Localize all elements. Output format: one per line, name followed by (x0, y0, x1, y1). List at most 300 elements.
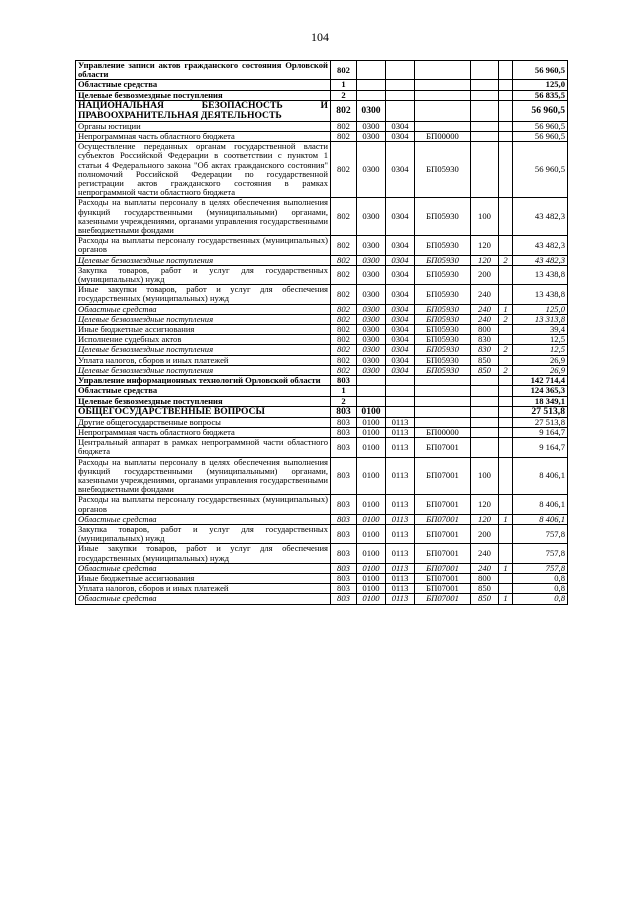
row-name-cell: Иные закупки товаров, работ и услуг для обеспечения государственных (муниципальных) нужд (76, 544, 331, 563)
row-vr-cell (471, 376, 499, 386)
row-vr-cell: 240 (471, 544, 499, 563)
row-src-cell: 2 (499, 345, 513, 355)
row-src-cell: 1 (499, 563, 513, 573)
row-rz-cell: 0300 (357, 265, 386, 284)
row-vr-cell: 240 (471, 314, 499, 324)
table-row (76, 355, 568, 365)
row-csr-cell: БП05930 (415, 345, 471, 355)
row-ved-cell: 803 (331, 544, 357, 563)
row-name-cell: Закупка товаров, работ и услуг для государственных (муниципальных) нужд (76, 265, 331, 284)
row-rz-cell (357, 376, 386, 386)
row-sum-cell: 9 164,7 (513, 438, 568, 457)
row-csr-cell (415, 417, 471, 427)
row-csr-cell (415, 90, 471, 100)
row-name-cell: Областные средства (76, 594, 331, 604)
row-rz-cell: 0100 (357, 406, 386, 417)
row-name-cell: Областные средства (76, 386, 331, 396)
row-rz-cell: 0300 (357, 345, 386, 355)
row-vr-cell: 100 (471, 198, 499, 236)
row-csr-cell: БП07001 (415, 573, 471, 583)
row-csr-cell: БП05930 (415, 365, 471, 375)
row-vr-cell (471, 100, 499, 121)
row-sum-cell: 43 482,3 (513, 198, 568, 236)
row-vr-cell (471, 132, 499, 142)
row-sum-cell: 125,0 (513, 80, 568, 90)
row-name-cell: Областные средства (76, 514, 331, 524)
table-row (76, 325, 568, 335)
table-row (76, 61, 568, 80)
row-vr-cell: 800 (471, 325, 499, 335)
row-csr-cell: БП00000 (415, 427, 471, 437)
row-ved-cell: 2 (331, 90, 357, 100)
row-ved-cell: 802 (331, 325, 357, 335)
row-vr-cell: 200 (471, 265, 499, 284)
row-sum-cell: 9 164,7 (513, 427, 568, 437)
row-vr-cell (471, 80, 499, 90)
row-name-cell: Другие общегосударственные вопросы (76, 417, 331, 427)
row-vr-cell: 240 (471, 304, 499, 314)
row-src-cell (499, 584, 513, 594)
row-csr-cell (415, 121, 471, 131)
row-rz-cell: 0300 (357, 198, 386, 236)
row-src-cell (499, 236, 513, 255)
row-vr-cell: 850 (471, 594, 499, 604)
row-src-cell: 1 (499, 594, 513, 604)
row-ved-cell: 803 (331, 438, 357, 457)
row-csr-cell (415, 376, 471, 386)
row-csr-cell: БП05930 (415, 198, 471, 236)
row-csr-cell: БП05930 (415, 314, 471, 324)
row-pr-cell: 0304 (386, 365, 415, 375)
row-src-cell (499, 495, 513, 514)
row-rz-cell: 0100 (357, 573, 386, 583)
row-csr-cell (415, 406, 471, 417)
row-ved-cell: 802 (331, 121, 357, 131)
row-csr-cell: БП07001 (415, 584, 471, 594)
row-vr-cell (471, 438, 499, 457)
table-row (76, 544, 568, 563)
row-rz-cell: 0100 (357, 417, 386, 427)
budget-table-body (76, 61, 568, 605)
row-ved-cell: 802 (331, 285, 357, 304)
row-src-cell (499, 90, 513, 100)
row-pr-cell: 0304 (386, 285, 415, 304)
row-name-cell: Целевые безвозмездные поступления (76, 255, 331, 265)
row-vr-cell: 830 (471, 345, 499, 355)
row-pr-cell (386, 396, 415, 406)
table-row (76, 514, 568, 524)
row-src-cell (499, 544, 513, 563)
table-row (76, 335, 568, 345)
row-vr-cell (471, 406, 499, 417)
table-row (76, 255, 568, 265)
row-rz-cell (357, 80, 386, 90)
table-row (76, 100, 568, 121)
row-vr-cell: 850 (471, 355, 499, 365)
row-sum-cell: 56 960,5 (513, 142, 568, 198)
row-ved-cell: 803 (331, 514, 357, 524)
row-sum-cell: 56 960,5 (513, 121, 568, 131)
row-name-cell: Непрограммная часть областного бюджета (76, 132, 331, 142)
row-ved-cell: 802 (331, 100, 357, 121)
table-row (76, 314, 568, 324)
row-src-cell: 1 (499, 304, 513, 314)
row-rz-cell: 0300 (357, 314, 386, 324)
row-sum-cell: 39,4 (513, 325, 568, 335)
row-pr-cell (386, 61, 415, 80)
row-vr-cell: 100 (471, 457, 499, 495)
row-csr-cell: БП07001 (415, 495, 471, 514)
row-pr-cell: 0304 (386, 304, 415, 314)
row-ved-cell: 1 (331, 80, 357, 90)
table-row (76, 345, 568, 355)
row-vr-cell: 120 (471, 236, 499, 255)
row-name-cell: Иные закупки товаров, работ и услуг для обеспечения государственных (муниципальных) нужд (76, 285, 331, 304)
table-row (76, 573, 568, 583)
row-name-cell: Областные средства (76, 80, 331, 90)
row-ved-cell: 802 (331, 355, 357, 365)
row-src-cell (499, 386, 513, 396)
row-name-cell: Иные бюджетные ассигнования (76, 325, 331, 335)
row-src-cell (499, 406, 513, 417)
row-src-cell (499, 80, 513, 90)
row-name-cell: Расходы на выплаты персоналу в целях обеспечения выполнения функций государственными (муниципальными) органами, казенными учреждениями, органами управления государственными внебюджетными фондами (76, 457, 331, 495)
row-sum-cell: 18 349,1 (513, 396, 568, 406)
row-pr-cell: 0304 (386, 265, 415, 284)
row-vr-cell (471, 417, 499, 427)
row-src-cell (499, 61, 513, 80)
row-ved-cell: 803 (331, 406, 357, 417)
row-name-cell: ОБЩЕГОСУДАРСТВЕННЫЕ ВОПРОСЫ (76, 406, 331, 417)
row-name-cell: Целевые безвозмездные поступления (76, 90, 331, 100)
row-ved-cell: 802 (331, 265, 357, 284)
row-csr-cell: БП05930 (415, 142, 471, 198)
row-ved-cell: 803 (331, 584, 357, 594)
row-src-cell (499, 417, 513, 427)
row-vr-cell: 850 (471, 365, 499, 375)
row-pr-cell: 0113 (386, 573, 415, 583)
row-ved-cell: 802 (331, 314, 357, 324)
row-name-cell: Расходы на выплаты персоналу в целях обеспечения выполнения функций государственными (муниципальными) органами, казенными учреждениями, органами управления государственными внебюджетными фондами (76, 198, 331, 236)
row-src-cell (499, 573, 513, 583)
row-vr-cell (471, 427, 499, 437)
table-row (76, 376, 568, 386)
row-src-cell (499, 100, 513, 121)
row-rz-cell: 0100 (357, 427, 386, 437)
row-src-cell (499, 265, 513, 284)
row-rz-cell: 0300 (357, 335, 386, 345)
row-sum-cell: 13 438,8 (513, 285, 568, 304)
row-rz-cell (357, 90, 386, 100)
row-ved-cell: 802 (331, 255, 357, 265)
table-row (76, 121, 568, 131)
row-src-cell (499, 396, 513, 406)
table-row (76, 386, 568, 396)
row-pr-cell: 0113 (386, 584, 415, 594)
row-sum-cell: 124 365,3 (513, 386, 568, 396)
row-csr-cell: БП05930 (415, 265, 471, 284)
row-sum-cell: 43 482,3 (513, 236, 568, 255)
row-ved-cell: 802 (331, 345, 357, 355)
row-name-cell: Целевые безвозмездные поступления (76, 396, 331, 406)
row-rz-cell: 0300 (357, 355, 386, 365)
row-name-cell: Органы юстиции (76, 121, 331, 131)
row-pr-cell: 0113 (386, 438, 415, 457)
row-vr-cell: 120 (471, 255, 499, 265)
row-name-cell: Закупка товаров, работ и услуг для государственных (муниципальных) нужд (76, 524, 331, 543)
row-rz-cell: 0300 (357, 121, 386, 131)
row-vr-cell: 830 (471, 335, 499, 345)
row-src-cell (499, 457, 513, 495)
row-pr-cell: 0113 (386, 457, 415, 495)
row-name-cell: Управление записи актов гражданского состояния Орловской области (76, 61, 331, 80)
table-row (76, 524, 568, 543)
row-name-cell: Расходы на выплаты персоналу государственных (муниципальных) органов (76, 236, 331, 255)
row-vr-cell (471, 90, 499, 100)
row-rz-cell (357, 61, 386, 80)
row-src-cell (499, 121, 513, 131)
row-sum-cell: 27 513,8 (513, 417, 568, 427)
row-rz-cell: 0100 (357, 514, 386, 524)
row-ved-cell: 803 (331, 495, 357, 514)
row-src-cell (499, 355, 513, 365)
row-rz-cell: 0100 (357, 594, 386, 604)
row-ved-cell: 802 (331, 61, 357, 80)
row-sum-cell: 0,8 (513, 584, 568, 594)
row-sum-cell: 125,0 (513, 304, 568, 314)
table-row (76, 396, 568, 406)
row-rz-cell: 0300 (357, 236, 386, 255)
table-row (76, 563, 568, 573)
table-row (76, 142, 568, 198)
row-ved-cell: 803 (331, 427, 357, 437)
row-vr-cell (471, 121, 499, 131)
row-src-cell (499, 335, 513, 345)
row-sum-cell: 8 406,1 (513, 495, 568, 514)
row-name-cell: Целевые безвозмездные поступления (76, 365, 331, 375)
row-vr-cell: 240 (471, 563, 499, 573)
row-pr-cell (386, 100, 415, 121)
row-pr-cell: 0304 (386, 345, 415, 355)
table-row (76, 304, 568, 314)
row-csr-cell: БП07001 (415, 514, 471, 524)
row-name-cell: Непрограммная часть областного бюджета (76, 427, 331, 437)
row-rz-cell: 0100 (357, 524, 386, 543)
row-pr-cell (386, 90, 415, 100)
row-sum-cell: 13 438,8 (513, 265, 568, 284)
table-row (76, 427, 568, 437)
table-row (76, 198, 568, 236)
row-csr-cell (415, 100, 471, 121)
row-sum-cell: 13 313,8 (513, 314, 568, 324)
row-src-cell (499, 325, 513, 335)
row-pr-cell (386, 406, 415, 417)
row-ved-cell: 802 (331, 142, 357, 198)
row-pr-cell: 0304 (386, 142, 415, 198)
row-sum-cell: 757,8 (513, 563, 568, 573)
row-csr-cell: БП05930 (415, 236, 471, 255)
row-csr-cell: БП07001 (415, 594, 471, 604)
table-row (76, 594, 568, 604)
row-pr-cell: 0113 (386, 563, 415, 573)
row-sum-cell: 56 960,5 (513, 132, 568, 142)
row-rz-cell (357, 386, 386, 396)
row-csr-cell: БП05930 (415, 355, 471, 365)
row-ved-cell: 802 (331, 236, 357, 255)
row-src-cell (499, 142, 513, 198)
row-sum-cell: 12,5 (513, 345, 568, 355)
row-pr-cell: 0113 (386, 514, 415, 524)
row-name-cell: Областные средства (76, 563, 331, 573)
table-row (76, 285, 568, 304)
row-csr-cell: БП05930 (415, 304, 471, 314)
table-row (76, 90, 568, 100)
table-row (76, 584, 568, 594)
budget-table (75, 60, 568, 605)
page-number: 104 (311, 30, 329, 44)
row-pr-cell: 0304 (386, 325, 415, 335)
row-src-cell: 2 (499, 365, 513, 375)
row-pr-cell: 0113 (386, 495, 415, 514)
table-row (76, 365, 568, 375)
row-vr-cell: 240 (471, 285, 499, 304)
row-ved-cell: 803 (331, 376, 357, 386)
row-sum-cell: 8 406,1 (513, 457, 568, 495)
row-ved-cell: 1 (331, 386, 357, 396)
table-row (76, 236, 568, 255)
row-csr-cell: БП07001 (415, 563, 471, 573)
row-rz-cell: 0100 (357, 495, 386, 514)
table-row (76, 132, 568, 142)
row-pr-cell: 0304 (386, 198, 415, 236)
table-row (76, 438, 568, 457)
row-csr-cell: БП05930 (415, 255, 471, 265)
row-sum-cell: 26,9 (513, 355, 568, 365)
table-row (76, 417, 568, 427)
row-pr-cell: 0304 (386, 335, 415, 345)
row-name-cell: Управление информационных технологий Орловской области (76, 376, 331, 386)
row-ved-cell: 2 (331, 396, 357, 406)
row-name-cell: Уплата налогов, сборов и иных платежей (76, 355, 331, 365)
table-row (76, 457, 568, 495)
row-vr-cell: 850 (471, 584, 499, 594)
row-csr-cell: БП05930 (415, 285, 471, 304)
row-name-cell: Уплата налогов, сборов и иных платежей (76, 584, 331, 594)
row-rz-cell: 0100 (357, 457, 386, 495)
table-row (76, 80, 568, 90)
row-rz-cell: 0100 (357, 438, 386, 457)
row-vr-cell: 800 (471, 573, 499, 583)
row-rz-cell: 0300 (357, 255, 386, 265)
row-vr-cell (471, 61, 499, 80)
row-csr-cell: БП07001 (415, 544, 471, 563)
row-src-cell: 2 (499, 255, 513, 265)
row-pr-cell: 0113 (386, 427, 415, 437)
row-name-cell: Целевые безвозмездные поступления (76, 314, 331, 324)
row-ved-cell: 803 (331, 563, 357, 573)
row-rz-cell: 0300 (357, 285, 386, 304)
row-vr-cell (471, 386, 499, 396)
row-vr-cell (471, 396, 499, 406)
row-src-cell: 1 (499, 514, 513, 524)
row-csr-cell: БП07001 (415, 457, 471, 495)
row-src-cell (499, 198, 513, 236)
row-ved-cell: 802 (331, 335, 357, 345)
row-csr-cell: БП00000 (415, 132, 471, 142)
row-name-cell: Иные бюджетные ассигнования (76, 573, 331, 583)
row-pr-cell: 0113 (386, 524, 415, 543)
row-rz-cell (357, 396, 386, 406)
row-ved-cell: 803 (331, 573, 357, 583)
row-ved-cell: 803 (331, 594, 357, 604)
row-csr-cell: БП05930 (415, 335, 471, 345)
row-csr-cell: БП07001 (415, 438, 471, 457)
row-pr-cell (386, 376, 415, 386)
row-rz-cell: 0300 (357, 325, 386, 335)
row-ved-cell: 802 (331, 304, 357, 314)
row-sum-cell: 142 714,4 (513, 376, 568, 386)
row-csr-cell (415, 61, 471, 80)
row-name-cell: НАЦИОНАЛЬНАЯ БЕЗОПАСНОСТЬ И ПРАВООХРАНИТЕЛЬНАЯ ДЕЯТЕЛЬНОСТЬ (76, 100, 331, 121)
row-src-cell (499, 438, 513, 457)
row-rz-cell: 0100 (357, 584, 386, 594)
row-ved-cell: 802 (331, 132, 357, 142)
row-sum-cell: 27 513,8 (513, 406, 568, 417)
row-csr-cell (415, 396, 471, 406)
row-ved-cell: 803 (331, 524, 357, 543)
row-rz-cell: 0300 (357, 142, 386, 198)
row-sum-cell: 12,5 (513, 335, 568, 345)
row-src-cell (499, 285, 513, 304)
row-rz-cell: 0300 (357, 304, 386, 314)
row-sum-cell: 56 960,5 (513, 100, 568, 121)
row-ved-cell: 803 (331, 417, 357, 427)
row-csr-cell: БП07001 (415, 524, 471, 543)
table-row (76, 265, 568, 284)
row-src-cell (499, 524, 513, 543)
row-pr-cell (386, 80, 415, 90)
row-name-cell: Исполнение судебных актов (76, 335, 331, 345)
row-pr-cell: 0304 (386, 255, 415, 265)
row-src-cell (499, 132, 513, 142)
row-name-cell: Целевые безвозмездные поступления (76, 345, 331, 355)
row-rz-cell: 0300 (357, 365, 386, 375)
row-rz-cell: 0100 (357, 563, 386, 573)
table-row (76, 495, 568, 514)
row-vr-cell: 120 (471, 495, 499, 514)
row-ved-cell: 803 (331, 457, 357, 495)
row-vr-cell (471, 142, 499, 198)
row-ved-cell: 802 (331, 365, 357, 375)
row-sum-cell: 757,8 (513, 524, 568, 543)
row-name-cell: Осуществление переданных органам государственной власти субъектов Российской Федерации в соответствии с пунктом 1 статьи 4 Федерального закона "Об актах гражданского состояния" полномочий Российской Федерации по государственной регистрации актов гражданского состояния в рамках непрограммной части областного бюджета (76, 142, 331, 198)
row-vr-cell: 120 (471, 514, 499, 524)
row-sum-cell: 26,9 (513, 365, 568, 375)
row-csr-cell (415, 80, 471, 90)
row-src-cell (499, 376, 513, 386)
row-pr-cell: 0113 (386, 594, 415, 604)
row-sum-cell: 8 406,1 (513, 514, 568, 524)
row-csr-cell (415, 386, 471, 396)
row-pr-cell (386, 386, 415, 396)
row-name-cell: Областные средства (76, 304, 331, 314)
row-pr-cell: 0304 (386, 236, 415, 255)
row-ved-cell: 802 (331, 198, 357, 236)
row-sum-cell: 56 960,5 (513, 61, 568, 80)
row-pr-cell: 0304 (386, 121, 415, 131)
row-rz-cell: 0300 (357, 132, 386, 142)
row-rz-cell: 0100 (357, 544, 386, 563)
